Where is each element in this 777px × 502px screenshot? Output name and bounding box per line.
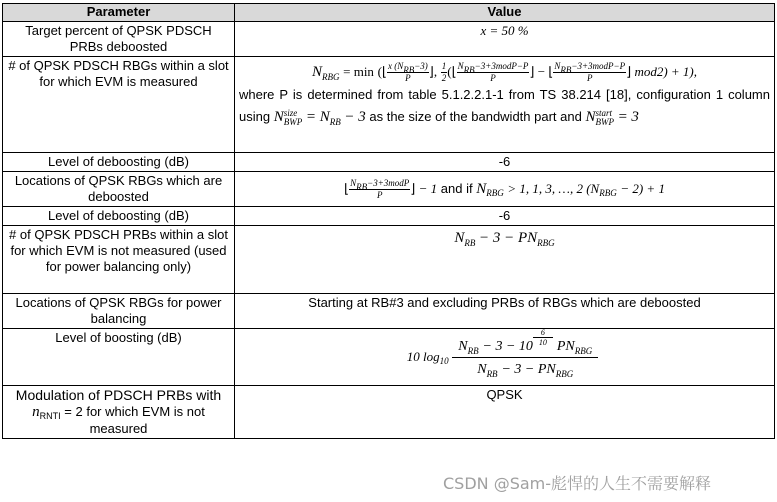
row-param: Modulation of PDSCH PRBs with $n_{RNTI} = 2$ for which EVM is not measured <box>3 386 235 439</box>
row-param: Level of deboosting (dB) <box>3 153 235 172</box>
table-row <box>3 226 775 294</box>
table-row <box>3 172 775 207</box>
row-param: # of QPSK PDSCH RBGs within a slot for which EVM is measured <box>3 57 235 153</box>
row-param: Level of boosting (dB) <box>3 329 235 386</box>
table-header-row <box>3 4 775 22</box>
table-row <box>3 22 775 57</box>
row-value-nrbg-formula <box>235 57 775 153</box>
csdn-watermark: CSDN @Sam-彪悍的人生不需要解释 <box>443 474 712 493</box>
nrbg-description: where P is determined from table 5.1.2.2.1-1 from TS 38.214 [18], configuration 1 column using N size BWP = $N_{RB} - 3$ as the size of the bandwidth part and N start BWP = 3 <box>239 87 770 127</box>
row-param: Target percent of QPSK PDSCH PRBs deboosted <box>3 22 235 57</box>
row-value: x = 50 % <box>235 22 775 57</box>
table-row <box>3 329 775 386</box>
table-row <box>3 153 775 172</box>
row-param: Level of deboosting (dB) <box>3 207 235 226</box>
row-value: Starting at RB#3 and excluding PRBs of RBGs which are deboosted <box>235 294 775 329</box>
boosting-fraction: $N_{RB} - 3 - 10$ $\frac{6}{10}$ $PN_{RBG}$ $N_{RB} - 3 - PN_{RBG}$ <box>452 335 598 380</box>
row-value: QPSK <box>235 386 775 439</box>
header-parameter: Parameter <box>3 4 235 22</box>
row-param: Locations of QPSK RBGs for power balancing <box>3 294 235 329</box>
parameter-table <box>2 3 775 439</box>
row-value-boosting: 10 $\log_{10}$ $N_{RB} - 3 - 10$ $\frac{6}{10}$ $PN_{RBG}$ $N_{RB} - 3 - PN_{RBG}$ <box>235 329 775 386</box>
header-value: Value <box>235 4 775 22</box>
row-value-locations: ⌊ $\frac{\text{NRB−3+3modP}}{P}$ ⌋ − 1 and if $N_{RBG} > 1$, 1, 3, …, 2 $(N_{RBG} - 2) + 1$ <box>235 172 775 207</box>
row-value: -6 <box>235 207 775 226</box>
row-value: -6 <box>235 153 775 172</box>
table-row <box>3 207 775 226</box>
fraction: $\frac{\text{x (NRB−3)}}{P}$ <box>387 61 428 83</box>
row-param: Locations of QPSK RBGs which are deboosted <box>3 172 235 207</box>
table-row <box>3 386 775 439</box>
nrbg-formula: $N_{RBG} = \min$ (⌊ $\frac{\text{x (NRB−3)}}{P}$ ⌋, $\frac{1}{2}$ (⌊ $\frac{\text{NRB−3+3modP−P}}{P}$ ⌋ − ⌊ $\frac{\text{NRB−3+3modP−P}}{P}$ ⌋ mod2) + 1), <box>311 61 698 83</box>
row-param: # of QPSK PDSCH PRBs within a slot for which EVM is not measured (used for power balancing only) <box>3 226 235 294</box>
table-row <box>3 57 775 153</box>
row-value-power-balancing-count: $N_{RB} - 3 - PN_{RBG}$ <box>235 226 775 294</box>
table-row <box>3 294 775 329</box>
